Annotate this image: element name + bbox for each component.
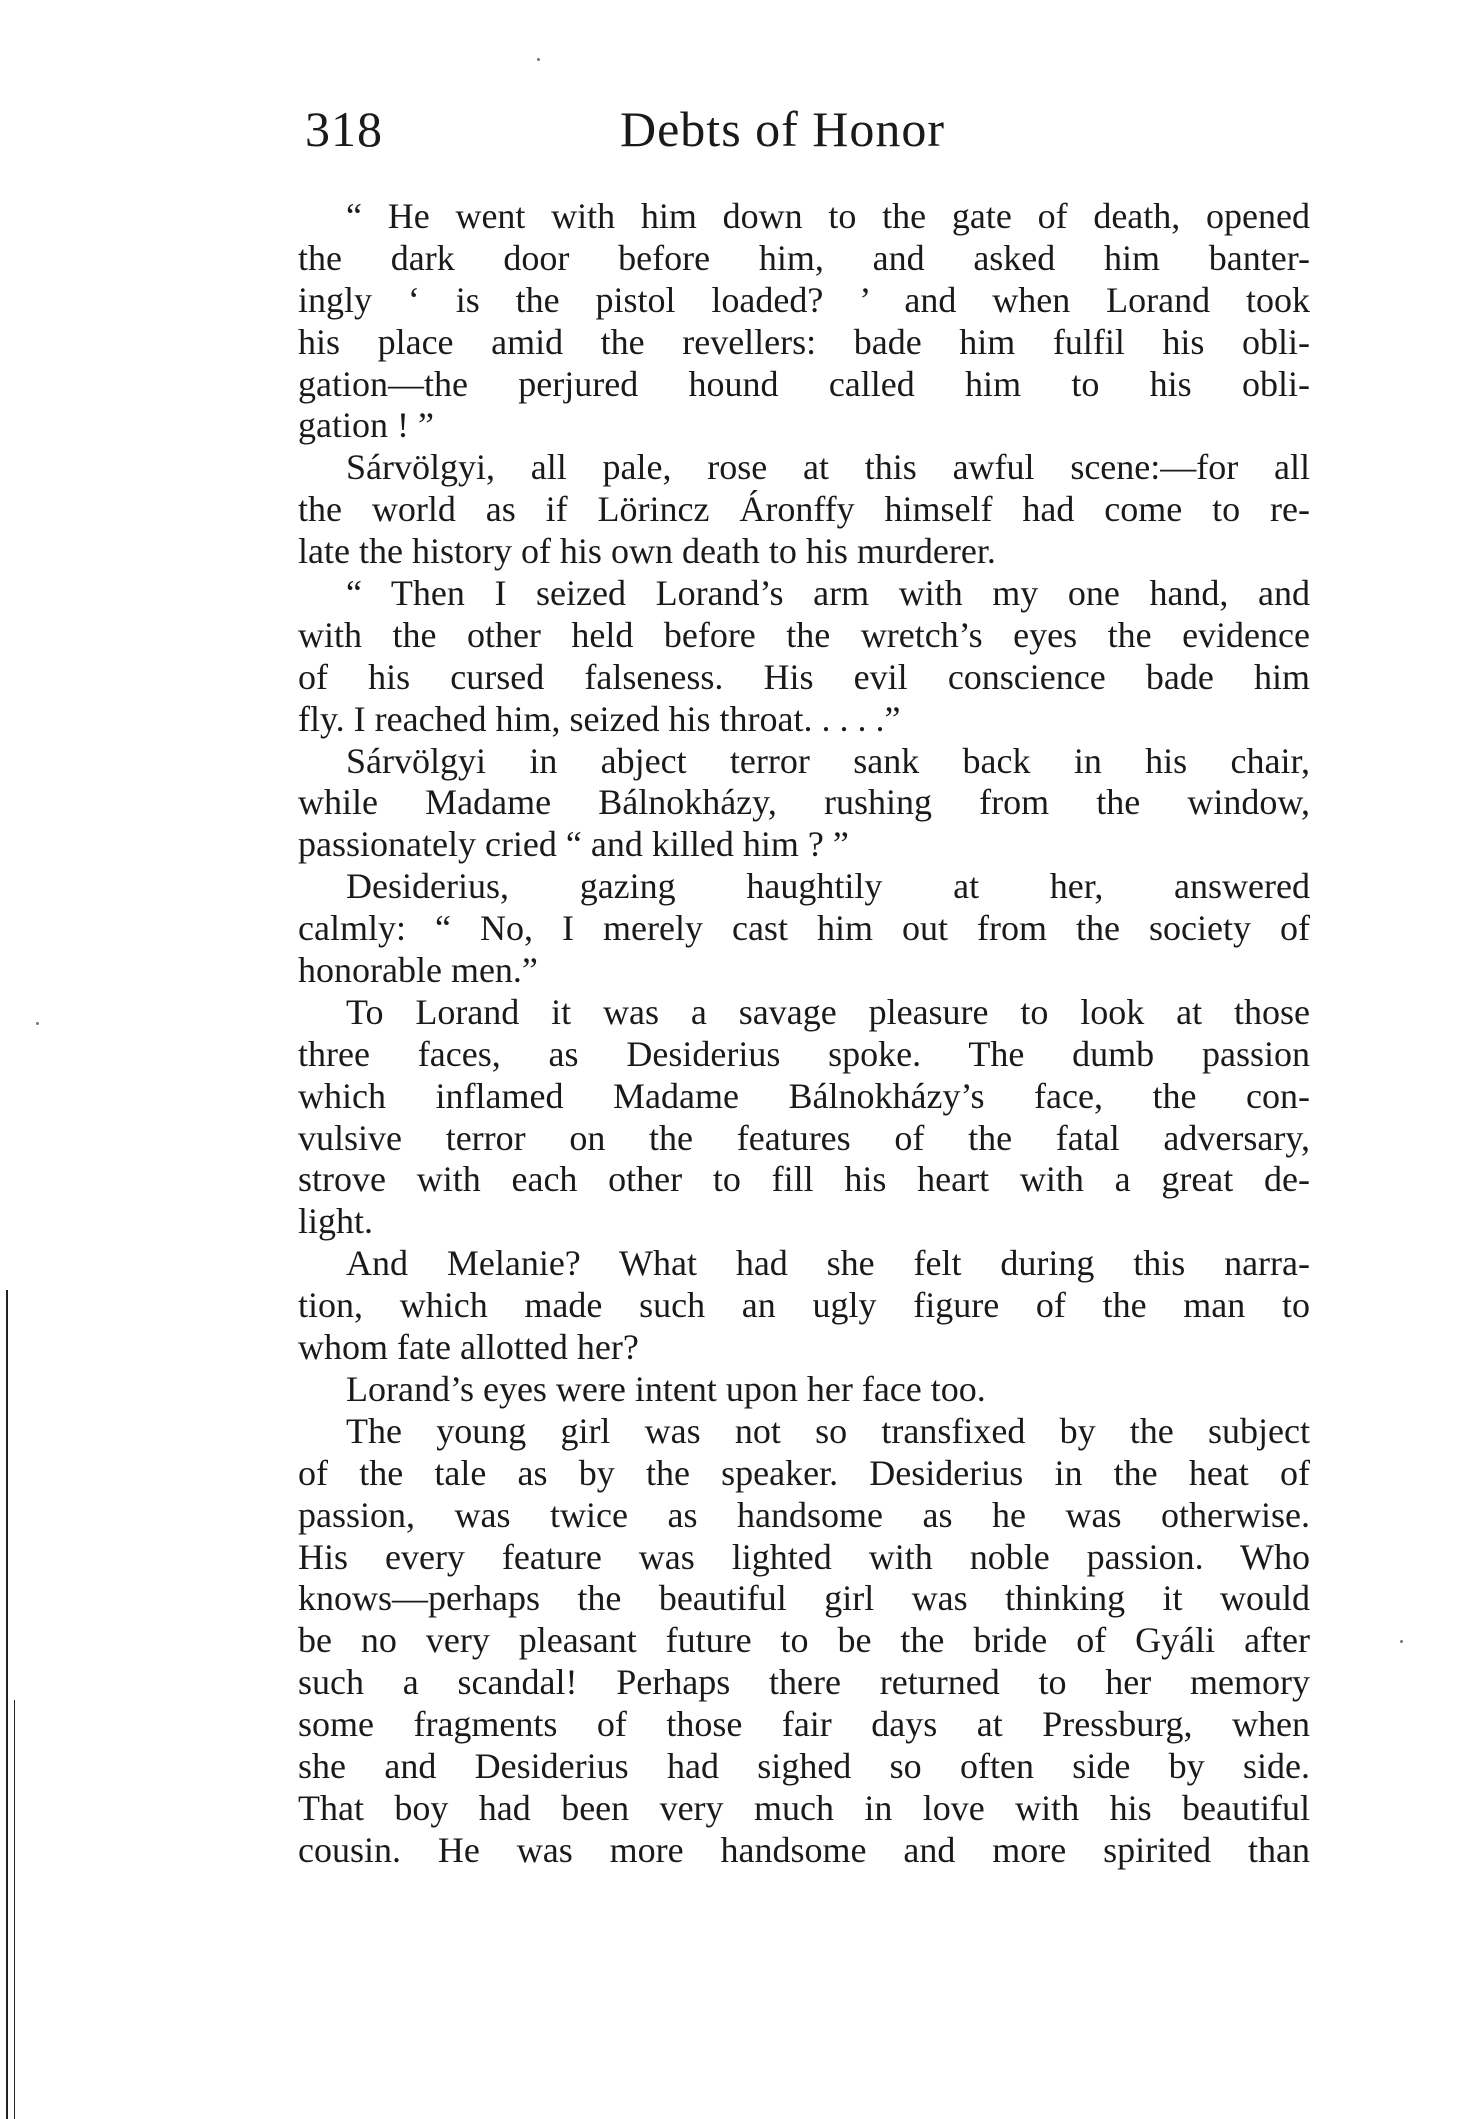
running-head bbox=[305, 96, 1315, 162]
text-line: The young girl was not so transfixed by the subject bbox=[346, 1410, 1310, 1451]
text-line: And Melanie? What had she felt during this narra- bbox=[346, 1243, 1310, 1284]
text-line: gation—the perjured hound called him to his obli- bbox=[298, 363, 1310, 404]
text-line: tion, which made such an ugly figure of the man to bbox=[298, 1285, 1310, 1326]
text-line: the world as if Lörincz Áronffy himself had come to re- bbox=[298, 489, 1310, 530]
text-line: whom fate allotted her? bbox=[298, 1327, 639, 1368]
text-line: His every feature was lighted with noble passion. Who bbox=[298, 1536, 1310, 1577]
text-line: Sárvölgyi in abject terror sank back in his chair, bbox=[346, 740, 1310, 781]
text-line: while Madame Bálnokházy, rushing from the window, bbox=[298, 782, 1310, 823]
text-line: gation ! ” bbox=[298, 405, 434, 446]
text-line: fly. I reached him, seized his throat. . . . .” bbox=[298, 698, 901, 739]
scan-edge-mark bbox=[14, 1700, 15, 2119]
text-line: vulsive terror on the features of the fatal adversary, bbox=[298, 1117, 1310, 1158]
text-line: strove with each other to fill his heart with a great de- bbox=[298, 1159, 1310, 1200]
text-line: “ He went with him down to the gate of death, opened bbox=[346, 196, 1310, 236]
text-line: light. bbox=[298, 1201, 374, 1242]
text-line: To Lorand it was a savage pleasure to look at those bbox=[346, 991, 1310, 1032]
text-line: of his cursed falseness. His evil conscience bade him bbox=[298, 656, 1310, 697]
page-number: 318 bbox=[305, 101, 383, 157]
text-line: calmly: “ No, I merely cast him out from the society of bbox=[298, 908, 1310, 949]
text-line: which inflamed Madame Bálnokházy’s face, the con- bbox=[298, 1075, 1310, 1116]
text-line: three faces, as Desiderius spoke. The dumb passion bbox=[298, 1033, 1310, 1074]
body-text bbox=[298, 196, 1310, 1872]
scan-speck bbox=[36, 1022, 39, 1025]
text-line: Lorand’s eyes were intent upon her face too. bbox=[346, 1368, 986, 1409]
text-line: Desiderius, gazing haughtily at her, answered bbox=[346, 866, 1310, 907]
text-line: passionately cried “ and killed him ? ” bbox=[298, 824, 849, 865]
text-line: “ Then I seized Lorand’s arm with my one hand, and bbox=[346, 573, 1310, 614]
text-line: passion, was twice as handsome as he was otherwise. bbox=[298, 1494, 1310, 1535]
text-line: Sárvölgyi, all pale, rose at this awful scene:—for all bbox=[346, 447, 1310, 488]
text-line: late the history of his own death to his murderer. bbox=[298, 531, 996, 572]
running-title: Debts of Honor bbox=[620, 101, 946, 157]
scan-speck bbox=[537, 58, 540, 61]
text-line: she and Desiderius had sighed so often side by side. bbox=[298, 1745, 1310, 1786]
text-line: such a scandal! Perhaps there returned to her memory bbox=[298, 1662, 1310, 1703]
text-line: knows—perhaps the beautiful girl was thinking it would bbox=[298, 1578, 1310, 1619]
text-line: That boy had been very much in love with his beautiful bbox=[298, 1787, 1310, 1828]
scan-edge-mark bbox=[6, 1290, 8, 2119]
scan-speck bbox=[1400, 1640, 1403, 1643]
text-line: some fragments of those fair days at Pressburg, when bbox=[298, 1704, 1310, 1745]
text-line: the dark door before him, and asked him banter- bbox=[298, 237, 1310, 278]
text-line: honorable men.” bbox=[298, 950, 538, 991]
text-line: of the tale as by the speaker. Desiderius in the heat of bbox=[298, 1452, 1310, 1493]
text-line: with the other held before the wretch’s eyes the evidence bbox=[298, 614, 1310, 655]
text-line: his place amid the revellers: bade him fulfil his obli- bbox=[298, 321, 1310, 362]
text-line: be no very pleasant future to be the bride of Gyáli after bbox=[298, 1620, 1310, 1661]
text-line: cousin. He was more handsome and more spirited than bbox=[298, 1829, 1310, 1870]
text-line: ingly ‘ is the pistol loaded? ’ and when Lorand took bbox=[298, 279, 1310, 320]
